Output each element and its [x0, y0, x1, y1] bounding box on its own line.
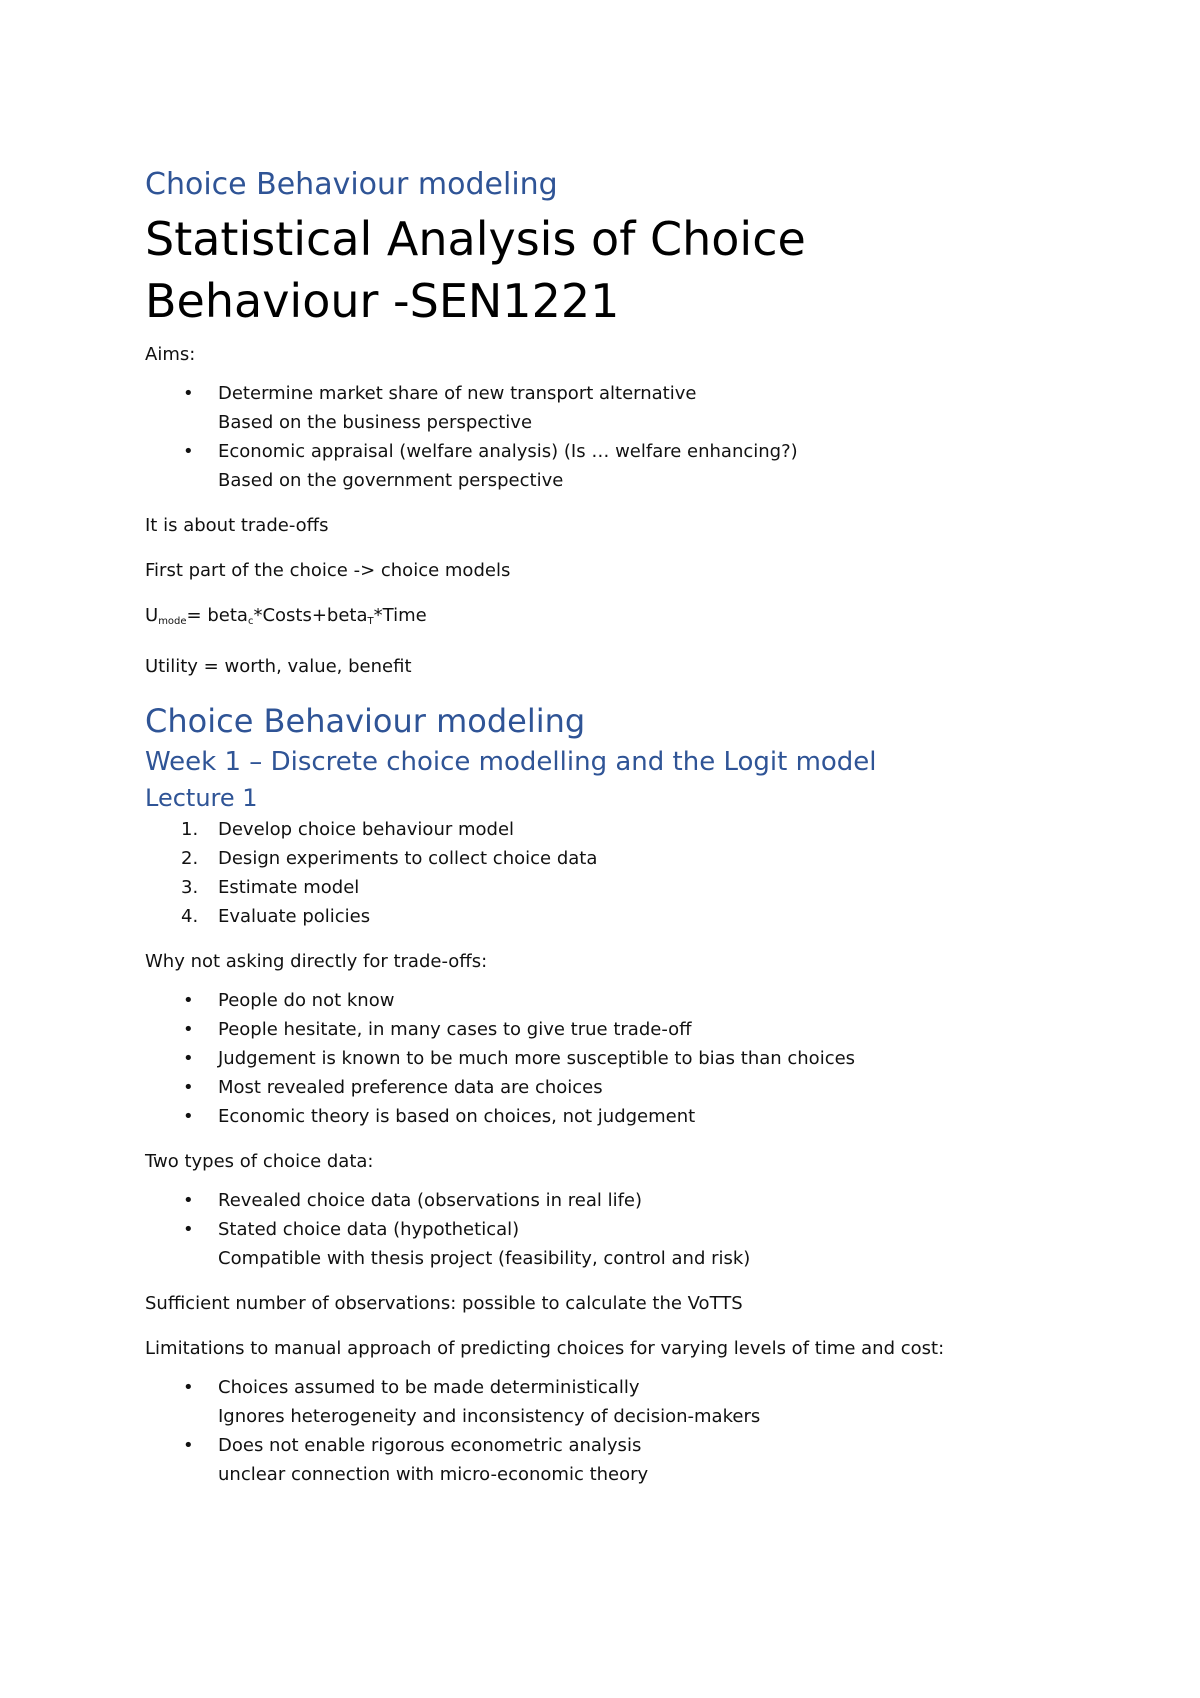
paragraph-utility-definition: Utility = worth, value, benefit	[145, 656, 412, 677]
aims-label: Aims:	[145, 344, 196, 365]
list-item	[145, 379, 1085, 437]
paragraph-tradeoffs: It is about trade-offs	[145, 515, 329, 536]
week-heading: Week 1 – Discrete choice modelling and the Logit model	[145, 747, 877, 777]
list-item-text: Choices assumed to be made deterministically	[218, 1377, 640, 1398]
list-number: 3.	[181, 877, 199, 898]
bullet-icon: •	[183, 1048, 194, 1069]
list-item-text: Determine market share of new transport alternative	[218, 383, 697, 404]
bullet-icon: •	[183, 1077, 194, 1098]
paragraph-first-part: First part of the choice -> choice models	[145, 560, 511, 581]
list-item-text: Develop choice behaviour model	[218, 819, 515, 840]
list-item-text: Design experiments to collect choice data	[218, 848, 598, 869]
list-item	[145, 1186, 1085, 1215]
paragraph-sufficient: Sufficient number of observations: possible to calculate the VoTTS	[145, 1293, 743, 1314]
formula-end: *Time	[373, 605, 427, 626]
list-item-continuation: Based on the business perspective	[218, 412, 533, 433]
list-item	[145, 986, 1085, 1015]
list-item	[145, 1431, 1085, 1489]
why-not-list	[145, 986, 1085, 1131]
list-item	[145, 1015, 1085, 1044]
list-number: 4.	[181, 906, 199, 927]
list-item-continuation: Ignores heterogeneity and inconsistency of decision-makers	[218, 1406, 761, 1427]
list-item-text: People hesitate, in many cases to give true trade-off	[218, 1019, 692, 1040]
aims-list	[145, 379, 1085, 495]
list-item	[145, 844, 1085, 873]
bullet-icon: •	[183, 1019, 194, 1040]
list-number: 1.	[181, 819, 199, 840]
document-page	[145, 150, 1085, 1505]
bullet-icon: •	[183, 441, 194, 462]
bullet-icon: •	[183, 1106, 194, 1127]
formula-eq: = beta	[186, 605, 248, 626]
list-item-text: Estimate model	[218, 877, 360, 898]
list-item-continuation: Compatible with thesis project (feasibility, control and risk)	[218, 1248, 751, 1269]
formula-sub-mode: mode	[158, 616, 187, 627]
bullet-icon: •	[183, 1190, 194, 1211]
formula-sub-t: T	[367, 616, 374, 627]
formula-sub-c: c	[247, 616, 254, 627]
list-item-text: Economic appraisal (welfare analysis) (Is … welfare enhancing?)	[218, 441, 798, 462]
bullet-icon: •	[183, 990, 194, 1011]
list-item	[145, 873, 1085, 902]
bullet-icon: •	[183, 383, 194, 404]
list-item	[145, 1215, 1085, 1273]
document-title-line-2: Behaviour -SEN1221	[145, 274, 620, 328]
choice-data-types-list	[145, 1186, 1085, 1273]
formula-mid: *Costs+beta	[253, 605, 368, 626]
section-heading: Choice Behaviour modeling	[145, 702, 586, 740]
bullet-icon: •	[183, 1219, 194, 1240]
bullet-icon: •	[183, 1435, 194, 1456]
list-item-text: Stated choice data (hypothetical)	[218, 1219, 520, 1240]
list-item-text: Economic theory is based on choices, not judgement	[218, 1106, 696, 1127]
list-item-text: Most revealed preference data are choices	[218, 1077, 603, 1098]
list-item	[145, 1373, 1085, 1431]
list-item-continuation: unclear connection with micro-economic theory	[218, 1464, 649, 1485]
steps-list	[145, 815, 1085, 931]
limitations-list	[145, 1373, 1085, 1489]
list-item	[145, 1073, 1085, 1102]
list-item	[145, 902, 1085, 931]
list-item-text: Revealed choice data (observations in real life)	[218, 1190, 643, 1211]
list-item	[145, 437, 1085, 495]
formula-u: U	[145, 605, 159, 626]
paragraph-why-not: Why not asking directly for trade-offs:	[145, 951, 488, 972]
list-item	[145, 815, 1085, 844]
list-item-continuation: Based on the government perspective	[218, 470, 564, 491]
lecture-heading: Lecture 1	[145, 784, 258, 812]
list-item	[145, 1044, 1085, 1073]
list-number: 2.	[181, 848, 199, 869]
utility-formula	[145, 601, 1085, 636]
list-item-text: Does not enable rigorous econometric analysis	[218, 1435, 642, 1456]
list-item-text: People do not know	[218, 990, 395, 1011]
list-item-text: Judgement is known to be much more susceptible to bias than choices	[218, 1048, 856, 1069]
paragraph-limitations: Limitations to manual approach of predicting choices for varying levels of time and cost:	[145, 1338, 945, 1359]
list-item-text: Evaluate policies	[218, 906, 371, 927]
list-item	[145, 1102, 1085, 1131]
bullet-icon: •	[183, 1377, 194, 1398]
paragraph-two-types: Two types of choice data:	[145, 1151, 374, 1172]
document-title-line-1: Statistical Analysis of Choice	[145, 212, 806, 266]
document-subtitle: Choice Behaviour modeling	[145, 167, 558, 202]
